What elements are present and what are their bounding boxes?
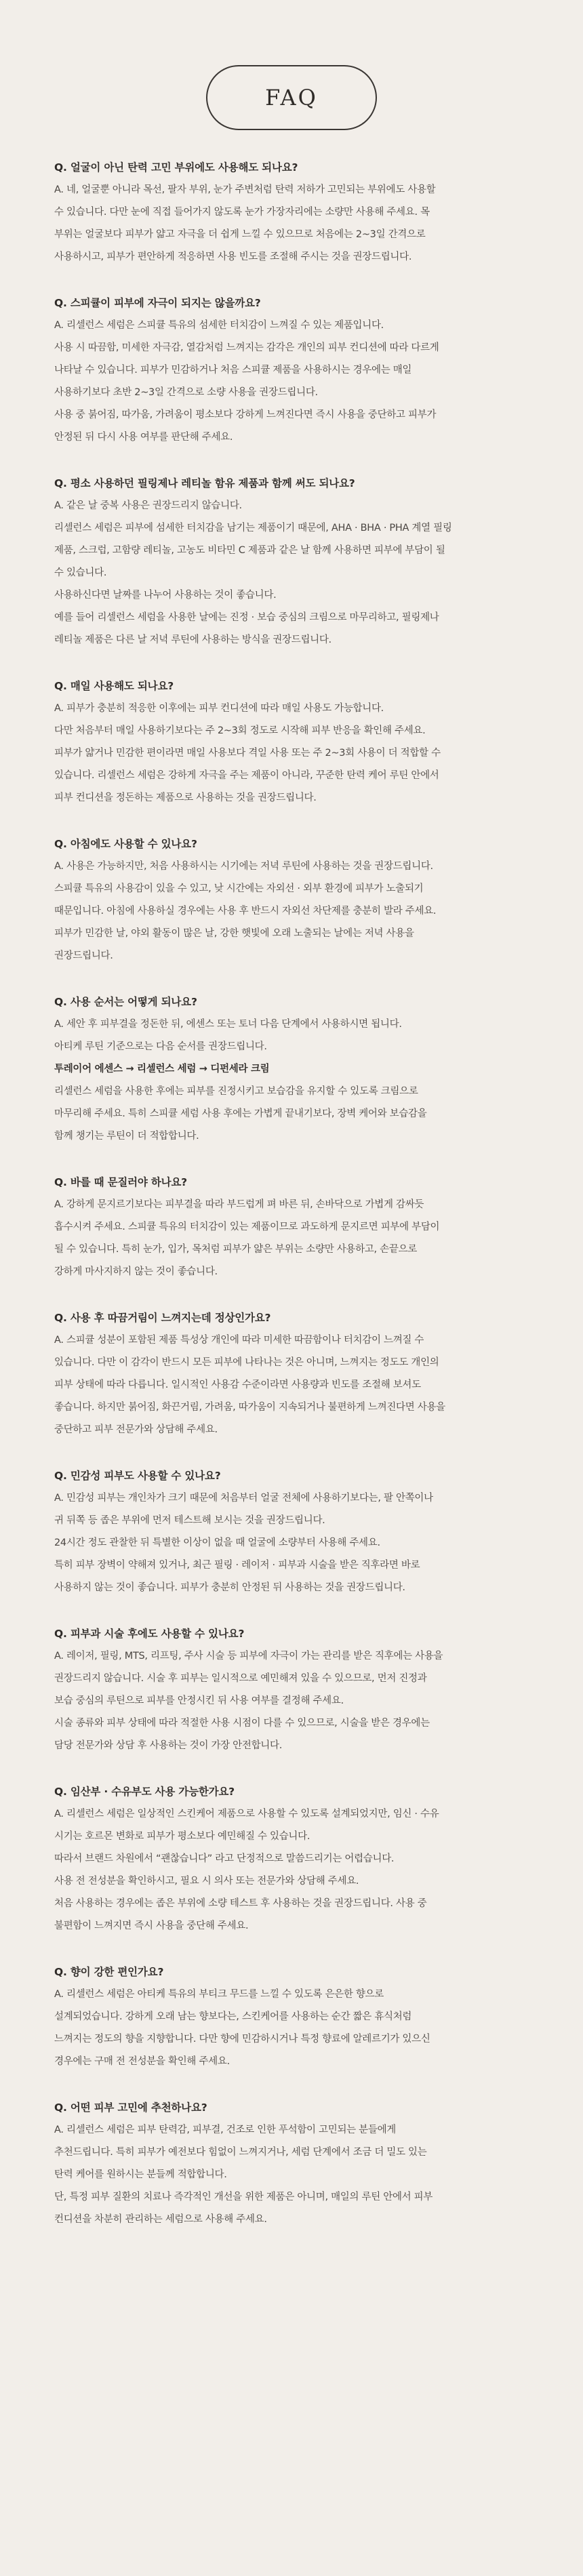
faq-answer-line: 사용 중 붉어짐, 따가움, 가려움이 평소보다 강하게 느껴진다면 즉시 사용을 중단하고 피부가: [54, 409, 437, 420]
faq-answer-line: 추천드립니다. 특히 피부가 예전보다 힘없이 느껴지거나, 세럼 단계에서 조금 더 밀도 있는: [54, 2147, 427, 2158]
faq-item: [54, 1468, 529, 1599]
faq-answer-line: 설계되었습니다. 강하게 오래 남는 향보다는, 스킨케어를 사용하는 순간 짧은 휴식처럼: [54, 2011, 412, 2022]
faq-answer-line: 사용하신다면 날짜를 나누어 사용하는 것이 좋습니다.: [54, 590, 277, 601]
faq-answer-line: 권장드립니다.: [54, 950, 113, 961]
faq-answer-line: 시술 종류와 피부 상태에 따라 적절한 사용 시점이 다를 수 있으므로, 시술을 받은 경우에는: [54, 1718, 430, 1729]
faq-answer-line: 피부 상태에 따라 다릅니다. 일시적인 사용감 수준이라면 사용량과 빈도를 조절해 보셔도: [54, 1380, 421, 1390]
faq-question: Q. 어떤 피부 고민에 추천하나요?: [54, 2101, 207, 2114]
faq-question: Q. 아침에도 사용할 수 있나요?: [54, 838, 197, 850]
faq-item: [54, 296, 529, 449]
faq-question: Q. 피부과 시술 후에도 사용할 수 있나요?: [54, 1628, 245, 1640]
faq-item: [54, 1784, 529, 1937]
faq-item: [54, 994, 529, 1148]
faq-answer-line: A. 리셀런스 세럼은 아티케 특유의 부티크 무드를 느낄 수 있도록 은은한 향으로: [54, 1989, 384, 2000]
faq-item: [54, 679, 529, 809]
faq-answer-line: 수 있습니다.: [54, 567, 107, 578]
faq-answer-line: 보습 중심의 루틴으로 피부를 안정시킨 뒤 사용 여부를 결정해 주세요.: [54, 1695, 344, 1706]
faq-answer-line: 컨디션을 차분히 관리하는 세럼으로 사용해 주세요.: [54, 2214, 267, 2225]
faq-answer-line: 사용 전 전성분을 확인하시고, 필요 시 의사 또는 전문가와 상담해 주세요.: [54, 1876, 359, 1887]
faq-answer-line: A. 민감성 피부는 개인차가 크기 때문에 처음부터 얼굴 전체에 사용하기보다는, 팔 안쪽이나: [54, 1493, 433, 1504]
faq-heading: [206, 65, 377, 130]
faq-answer-line: 리셀런스 세럼은 피부에 섬세한 터치감을 남기는 제품이기 때문에, AHA · BHA · PHA 계열 필링: [54, 523, 452, 534]
faq-item: [54, 1310, 529, 1441]
faq-answer-line: 있습니다. 다만 이 감각이 반드시 모든 피부에 나타나는 것은 아니며, 느껴지는 정도도 개인의: [54, 1357, 439, 1368]
faq-answer-line: 경우에는 구매 전 전성분을 확인해 주세요.: [54, 2056, 230, 2067]
faq-answer-line: A. 강하게 문지르기보다는 피부결을 따라 부드럽게 펴 바른 뒤, 손바닥으로 가볍게 감싸듯: [54, 1199, 424, 1210]
faq-list: [54, 160, 529, 2258]
faq-answer-line: 권장드리지 않습니다. 시술 후 피부는 일시적으로 예민해져 있을 수 있으므로, 먼저 진정과: [54, 1673, 427, 1684]
faq-answer-line: 귀 뒤쪽 등 좁은 부위에 먼저 테스트해 보시는 것을 권장드립니다.: [54, 1515, 325, 1526]
faq-answer-line: 예를 들어 리셀런스 세럼을 사용한 날에는 진정 · 보습 중심의 크림으로 마무리하고, 필링제나: [54, 612, 439, 623]
faq-answer-line: 마무리해 주세요. 특히 스피큘 세럼 사용 후에는 가볍게 끝내기보다, 장벽 케어와 보습감을: [54, 1108, 427, 1119]
faq-routine-steps: 투레이어 에센스 → 리셀런스 세럼 → 디펀세라 크림: [54, 1064, 270, 1074]
faq-question: Q. 사용 후 따끔거림이 느껴지는데 정상인가요?: [54, 1312, 271, 1324]
faq-question: Q. 사용 순서는 어떻게 되나요?: [54, 996, 197, 1008]
faq-answer-line: 탄력 케어를 원하시는 분들께 적합합니다.: [54, 2169, 227, 2180]
faq-question: Q. 평소 사용하던 필링제나 레티놀 함유 제품과 함께 써도 되나요?: [54, 477, 355, 489]
faq-answer-line: 수 있습니다. 다만 눈에 직접 들어가지 않도록 눈가 가장자리에는 소량만 사용해 주세요. 목: [54, 207, 430, 218]
faq-question: Q. 얼굴이 아닌 탄력 고민 부위에도 사용해도 되나요?: [54, 161, 298, 174]
faq-answer-line: 처음 사용하는 경우에는 좁은 부위에 소량 테스트 후 사용하는 것을 권장드립니다. 사용 중: [54, 1898, 427, 1909]
faq-answer-line: A. 세안 후 피부결을 정돈한 뒤, 에센스 또는 토너 다음 단계에서 사용하시면 됩니다.: [54, 1019, 402, 1030]
faq-question: Q. 향이 강한 편인가요?: [54, 1966, 164, 1978]
faq-answer-line: 느껴지는 정도의 향을 지향합니다. 다만 향에 민감하시거나 특정 향료에 알레르기가 있으신: [54, 2034, 430, 2045]
faq-answer-line: 피부 컨디션을 정돈하는 제품으로 사용하는 것을 권장드립니다.: [54, 792, 317, 803]
faq-answer-line: 중단하고 피부 전문가와 상담해 주세요.: [54, 1424, 218, 1435]
faq-answer-line: 리셀런스 세럼을 사용한 후에는 피부를 진정시키고 보습감을 유지할 수 있도록 크림으로: [54, 1086, 418, 1097]
faq-answer-line: 사용 시 따끔함, 미세한 자극감, 열감처럼 느껴지는 감각은 개인의 피부 컨디션에 따라 다르게: [54, 342, 439, 353]
faq-item: [54, 1626, 529, 1757]
faq-answer-line: 사용하기보다 초반 2~3일 간격으로 소량 사용을 권장드립니다.: [54, 387, 318, 398]
faq-answer-line: 피부가 얇거나 민감한 편이라면 매일 사용보다 격일 사용 또는 주 2~3회 사용이 더 적합할 수: [54, 748, 441, 759]
faq-answer-line: 좋습니다. 하지만 붉어짐, 화끈거림, 가려움, 따가움이 지속되거나 불편하게 느껴진다면 사용을: [54, 1402, 445, 1413]
faq-answer-line: 나타날 수 있습니다. 피부가 민감하거나 처음 스피큘 제품을 사용하시는 경우에는 매일: [54, 365, 412, 376]
faq-item: [54, 1175, 529, 1283]
faq-answer-line: 스피큘 특유의 사용감이 있을 수 있고, 낮 시간에는 자외선 · 외부 환경에 피부가 노출되기: [54, 883, 424, 894]
faq-question: Q. 바를 때 문질러야 하나요?: [54, 1176, 187, 1188]
faq-question: Q. 임산부 · 수유부도 사용 가능한가요?: [54, 1786, 235, 1798]
faq-answer-line: 함께 챙기는 루틴이 더 적합합니다.: [54, 1131, 199, 1142]
faq-answer-line: A. 네, 얼굴뿐 아니라 목선, 팔자 부위, 눈가 주변처럼 탄력 저하가 고민되는 부위에도 사용할: [54, 184, 436, 195]
faq-question: Q. 매일 사용해도 되나요?: [54, 680, 174, 692]
faq-answer-line: A. 리셀런스 세럼은 일상적인 스킨케어 제품으로 사용할 수 있도록 설계되었지만, 임신 · 수유: [54, 1809, 439, 1819]
faq-answer-line: A. 리셀런스 세럼은 피부 탄력감, 피부결, 건조로 인한 푸석함이 고민되는 분들에게: [54, 2125, 397, 2135]
faq-answer-line: 아티케 루틴 기준으로는 다음 순서를 권장드립니다.: [54, 1041, 267, 1052]
faq-item: [54, 837, 529, 967]
faq-question: Q. 스피큘이 피부에 자극이 되지는 않을까요?: [54, 297, 261, 309]
faq-answer-line: 될 수 있습니다. 특히 눈가, 입가, 목처럼 피부가 얇은 부위는 소량만 사용하고, 손끝으로: [54, 1244, 417, 1255]
faq-answer-line: 단, 특정 피부 질환의 치료나 즉각적인 개선을 위한 제품은 아니며, 매일의 루틴 안에서 피부: [54, 2192, 433, 2202]
faq-answer-line: 안정된 뒤 다시 사용 여부를 판단해 주세요.: [54, 432, 233, 443]
faq-answer-line: 특히 피부 장벽이 약해져 있거나, 최근 필링 · 레이저 · 피부과 시술을 받은 직후라면 바로: [54, 1560, 420, 1571]
faq-item: [54, 476, 529, 651]
faq-item: [54, 2100, 529, 2231]
faq-answer-line: 피부가 민감한 날, 야외 활동이 많은 날, 강한 햇빛에 오래 노출되는 날에는 저녁 사용을: [54, 928, 414, 939]
faq-answer-line: 시기는 호르몬 변화로 피부가 평소보다 예민해질 수 있습니다.: [54, 1831, 310, 1842]
faq-answer-line: 다만 처음부터 매일 사용하기보다는 주 2~3회 정도로 시작해 피부 반응을 확인해 주세요.: [54, 725, 426, 736]
faq-answer-line: 불편함이 느껴지면 즉시 사용을 중단해 주세요.: [54, 1920, 249, 1931]
faq-answer-line: 흡수시켜 주세요. 스피큘 특유의 터치감이 있는 제품이므로 과도하게 문지르면 피부에 부담이: [54, 1222, 440, 1232]
faq-answer-line: A. 스피큘 성분이 포함된 제품 특성상 개인에 따라 미세한 따끔함이나 터치감이 느껴질 수: [54, 1335, 424, 1346]
faq-answer-line: A. 리셀런스 세럼은 스피큘 특유의 섬세한 터치감이 느껴질 수 있는 제품입니다.: [54, 320, 384, 331]
faq-answer-line: 사용하지 않는 것이 좋습니다. 피부가 충분히 안정된 뒤 사용하는 것을 권장드립니다.: [54, 1582, 405, 1593]
faq-question: Q. 민감성 피부도 사용할 수 있나요?: [54, 1470, 221, 1482]
faq-answer-line: 있습니다. 리셀런스 세럼은 강하게 자극을 주는 제품이 아니라, 꾸준한 탄력 케어 루틴 안에서: [54, 770, 439, 781]
faq-answer-line: 따라서 브랜드 차원에서 “괜찮습니다” 라고 단정적으로 말씀드리기는 어렵습니다.: [54, 1853, 395, 1864]
faq-answer-line: A. 레이저, 필링, MTS, 리프팅, 주사 시술 등 피부에 자극이 가는 관리를 받은 직후에는 사용을: [54, 1651, 443, 1662]
faq-answer-line: 부위는 얼굴보다 피부가 얇고 자극을 더 쉽게 느낄 수 있으므로 처음에는 2~3일 간격으로: [54, 229, 426, 240]
page-title: FAQ: [265, 85, 318, 110]
faq-answer-line: 담당 전문가와 상담 후 사용하는 것이 가장 안전합니다.: [54, 1740, 283, 1751]
faq-answer-line: A. 사용은 가능하지만, 처음 사용하시는 시기에는 저녁 루틴에 사용하는 것을 권장드립니다.: [54, 861, 433, 872]
faq-answer-line: 강하게 마사지하지 않는 것이 좋습니다.: [54, 1266, 218, 1277]
faq-answer-line: A. 같은 날 중복 사용은 권장드리지 않습니다.: [54, 500, 242, 511]
faq-answer-line: 레티놀 제품은 다른 날 저녁 루틴에 사용하는 방식을 권장드립니다.: [54, 635, 331, 645]
faq-answer-line: 24시간 정도 관찰한 뒤 특별한 이상이 없을 때 얼굴에 소량부터 사용해 주세요.: [54, 1537, 380, 1548]
faq-answer-line: A. 피부가 충분히 적응한 이후에는 피부 컨디션에 따라 매일 사용도 가능합니다.: [54, 703, 384, 714]
faq-answer-line: 때문입니다. 아침에 사용하실 경우에는 사용 후 반드시 자외선 차단제를 충분히 발라 주세요.: [54, 906, 437, 917]
faq-item: [54, 1965, 529, 2073]
faq-answer-line: 사용하시고, 피부가 편안하게 적응하면 사용 빈도를 조절해 주시는 것을 권장드립니다.: [54, 251, 412, 262]
faq-item: [54, 160, 529, 268]
faq-answer-line: 제품, 스크럽, 고함량 레티놀, 고농도 비타민 C 제품과 같은 날 함께 사용하면 피부에 부담이 될: [54, 545, 445, 556]
